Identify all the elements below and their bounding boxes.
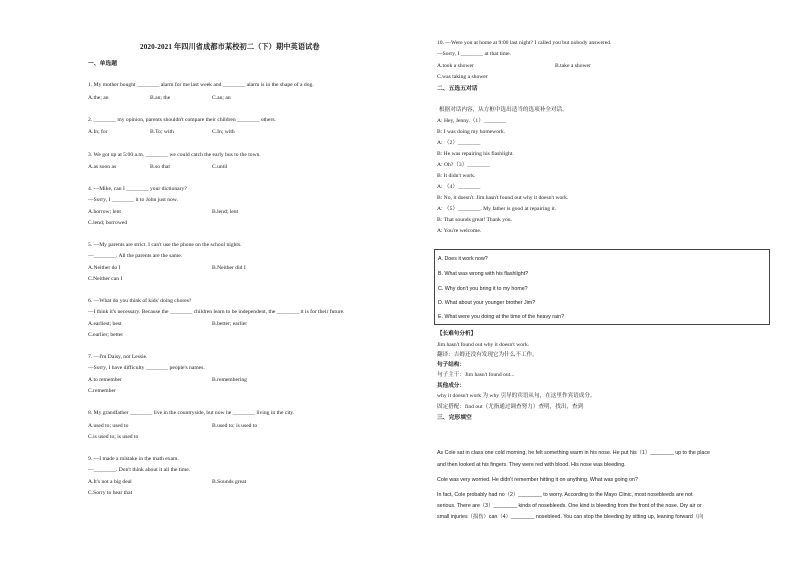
- question-7: 7. —I'm Daisy, not Lessie.: [88, 354, 148, 360]
- section-cloze: 三、完形填空: [437, 415, 472, 421]
- option-5c: C.Neither can I: [88, 276, 123, 282]
- box-option-e: E. What were you doing at the time of the heavy rain?: [438, 314, 565, 320]
- question-6-reply: —I think it's necessary. Because the ________ children learn to be independent, the ________ it is for their future.: [88, 309, 345, 315]
- cloze-line: and then looked at his fingers. They were red with blood. His nose was bleeding.: [437, 462, 626, 468]
- analysis-line: 其他成分：: [437, 383, 465, 389]
- dialogue-line: B: No, it doesn't. Jim hasn't found out why it doesn't work.: [437, 195, 569, 201]
- question-4: 4. —Mike, can I ________ your dictionary?: [88, 186, 187, 192]
- dialogue-line: A: Hey, Jenny.（1）________: [437, 118, 507, 124]
- dialogue-line: A: Oh?（3）________: [437, 162, 490, 168]
- section-dialogue: 二、五选五对话: [437, 86, 478, 92]
- option-9b: B.Sounds great: [212, 479, 247, 485]
- question-10: 10. —Were you at home at 9:00 last night? I called you but nobody answered.: [437, 40, 612, 46]
- question-9-reply: —________. Don't think about it all the time.: [88, 467, 191, 473]
- question-1: 1. My mother bought ________ alarm for me last week and ________ alarm is in the shape of a dog.: [88, 82, 314, 88]
- analysis-title: 【长难句分析】: [437, 331, 477, 337]
- option-1c: C.an; an: [212, 95, 231, 101]
- page-title: 2020-2021 年四川省成都市某校初二（下）期中英语试卷: [140, 43, 320, 51]
- section-single-choice: 一、单选题: [88, 61, 117, 67]
- question-5: 5. —My parents are strict. I can't use the phone on the school nights.: [88, 242, 242, 248]
- option-8a: A.used to; used to: [88, 423, 129, 429]
- option-6a: A.earliest; best: [88, 321, 122, 327]
- option-4c: C.lend; borrowed: [88, 220, 128, 226]
- option-2a: A.In; for: [88, 129, 108, 135]
- right-column-lower: [437, 0, 772, 562]
- dialogue-line: B: I was doing my homework.: [437, 129, 506, 135]
- dialogue-line: B: It didn't work.: [437, 173, 476, 179]
- option-7b: B.remembering: [212, 377, 247, 383]
- option-10b: B.take a shower: [555, 63, 591, 69]
- question-5-reply: —________. All the parents are the same.: [88, 253, 183, 259]
- left-column: [88, 0, 400, 562]
- box-option-a: A. Does it work now?: [438, 256, 488, 262]
- dialogue-instruction: 根据对话内容，从方框中选出适当的选项补全对话。: [439, 107, 568, 113]
- option-9c: C.Sorry to hear that: [88, 490, 133, 496]
- dialogue-line: A: （4）________: [437, 184, 481, 190]
- analysis-line: 句子主干：Jim hasn't found out...: [437, 372, 515, 378]
- analysis-line: 句子结构：: [437, 362, 465, 368]
- option-9a: A.It's not a big deal: [88, 479, 132, 485]
- analysis-line: why it doesn't work 为 why 引导的宾语从句，在这里作宾语成分。: [437, 393, 596, 399]
- option-8b: B.used to; is used to: [212, 423, 258, 429]
- box-option-d: D. What about your younger brother Jim?: [438, 300, 536, 306]
- option-3c: C.until: [212, 164, 228, 170]
- option-10a: A.took a shower: [437, 63, 474, 69]
- dialogue-line: A: You're welcome.: [437, 228, 482, 234]
- question-8: 8. My grandfather ________ live in the countryside, but now he ________ living in the city.: [88, 410, 295, 416]
- box-option-c: C. Why don't you bring it to my home?: [438, 286, 528, 292]
- cloze-line: As Cole sat in class one cold morning, he felt something warm in his nose. He put his（1）________ up to the place: [437, 450, 710, 456]
- analysis-line: Jim hasn't found out why it doesn't work.: [437, 342, 530, 348]
- option-8c: C.is used to; is used to: [88, 434, 139, 440]
- dialogue-line: B: He was repairing his flashlight.: [437, 151, 514, 157]
- cloze-line: small injuries（损伤）can（4）________ nosebleed. You can stop the bleeding by sitting up, leaning forward（向: [437, 514, 704, 520]
- option-7c: C.remember: [88, 388, 116, 394]
- analysis-line: 翻译：吉姆还没有发现它为什么不工作。: [437, 352, 538, 358]
- option-1b: B.an; the: [150, 95, 171, 101]
- question-9: 9. —I made a mistake in the math exam.: [88, 456, 179, 462]
- cloze-line: In fact, Cole probably had no（2）________ to worry. According to the Mayo Clinic, most nosebleeds are not: [437, 492, 693, 498]
- option-2b: B.To; with: [150, 129, 174, 135]
- question-6: 6. —What do you think of kids' doing chores?: [88, 298, 192, 304]
- option-5a: A.Neither do I: [88, 265, 121, 271]
- option-10c: C.was taking a shower: [437, 74, 488, 80]
- question-3: 3. We got up at 5:00 a.m. ________ we could catch the early bus to the town.: [88, 152, 261, 158]
- option-4b: B.lend; lent: [212, 209, 239, 215]
- option-6c: C.earlier; better: [88, 332, 124, 338]
- dialogue-line: B: That sounds great! Thank you.: [437, 217, 512, 223]
- box-option-b: B. What was wrong with his flashlight?: [438, 271, 529, 277]
- cloze-line: serious. There are（3）________ kinds of nosebleeds. One kind is bleeding from the front of the nose. Dry air or: [437, 503, 702, 509]
- option-7a: A.to remember: [88, 377, 122, 383]
- option-2c: C.In; with: [212, 129, 235, 135]
- option-3b: B.so that: [150, 164, 170, 170]
- option-3a: A.as soon as: [88, 164, 117, 170]
- question-2: 2. ________ my opinion, parents shouldn't compare their children ________ others.: [88, 117, 276, 123]
- cloze-line: Cole was very worried. He didn't remember hitting it on anything. What was going on?: [437, 477, 638, 483]
- option-6b: B.better; earlier: [212, 321, 248, 327]
- dialogue-line: A: （5）________. My father is good at repairing it.: [437, 206, 557, 212]
- dialogue-line: A: （2）________: [437, 140, 481, 146]
- question-4-reply: —Sorry, I ________ it to John just now.: [88, 197, 178, 203]
- option-4a: A.borrow; lent: [88, 209, 121, 215]
- question-7-reply: —Sorry, I have difficulty ________ people's names.: [88, 365, 205, 371]
- option-5b: B.Neither did I: [212, 265, 246, 271]
- analysis-line: 固定搭配：find out（尤指通过调查努力）查明，找出，查到: [437, 404, 584, 410]
- question-10-reply: —Sorry, I ________ at that time.: [437, 51, 512, 57]
- option-1a: A.the; an: [88, 95, 109, 101]
